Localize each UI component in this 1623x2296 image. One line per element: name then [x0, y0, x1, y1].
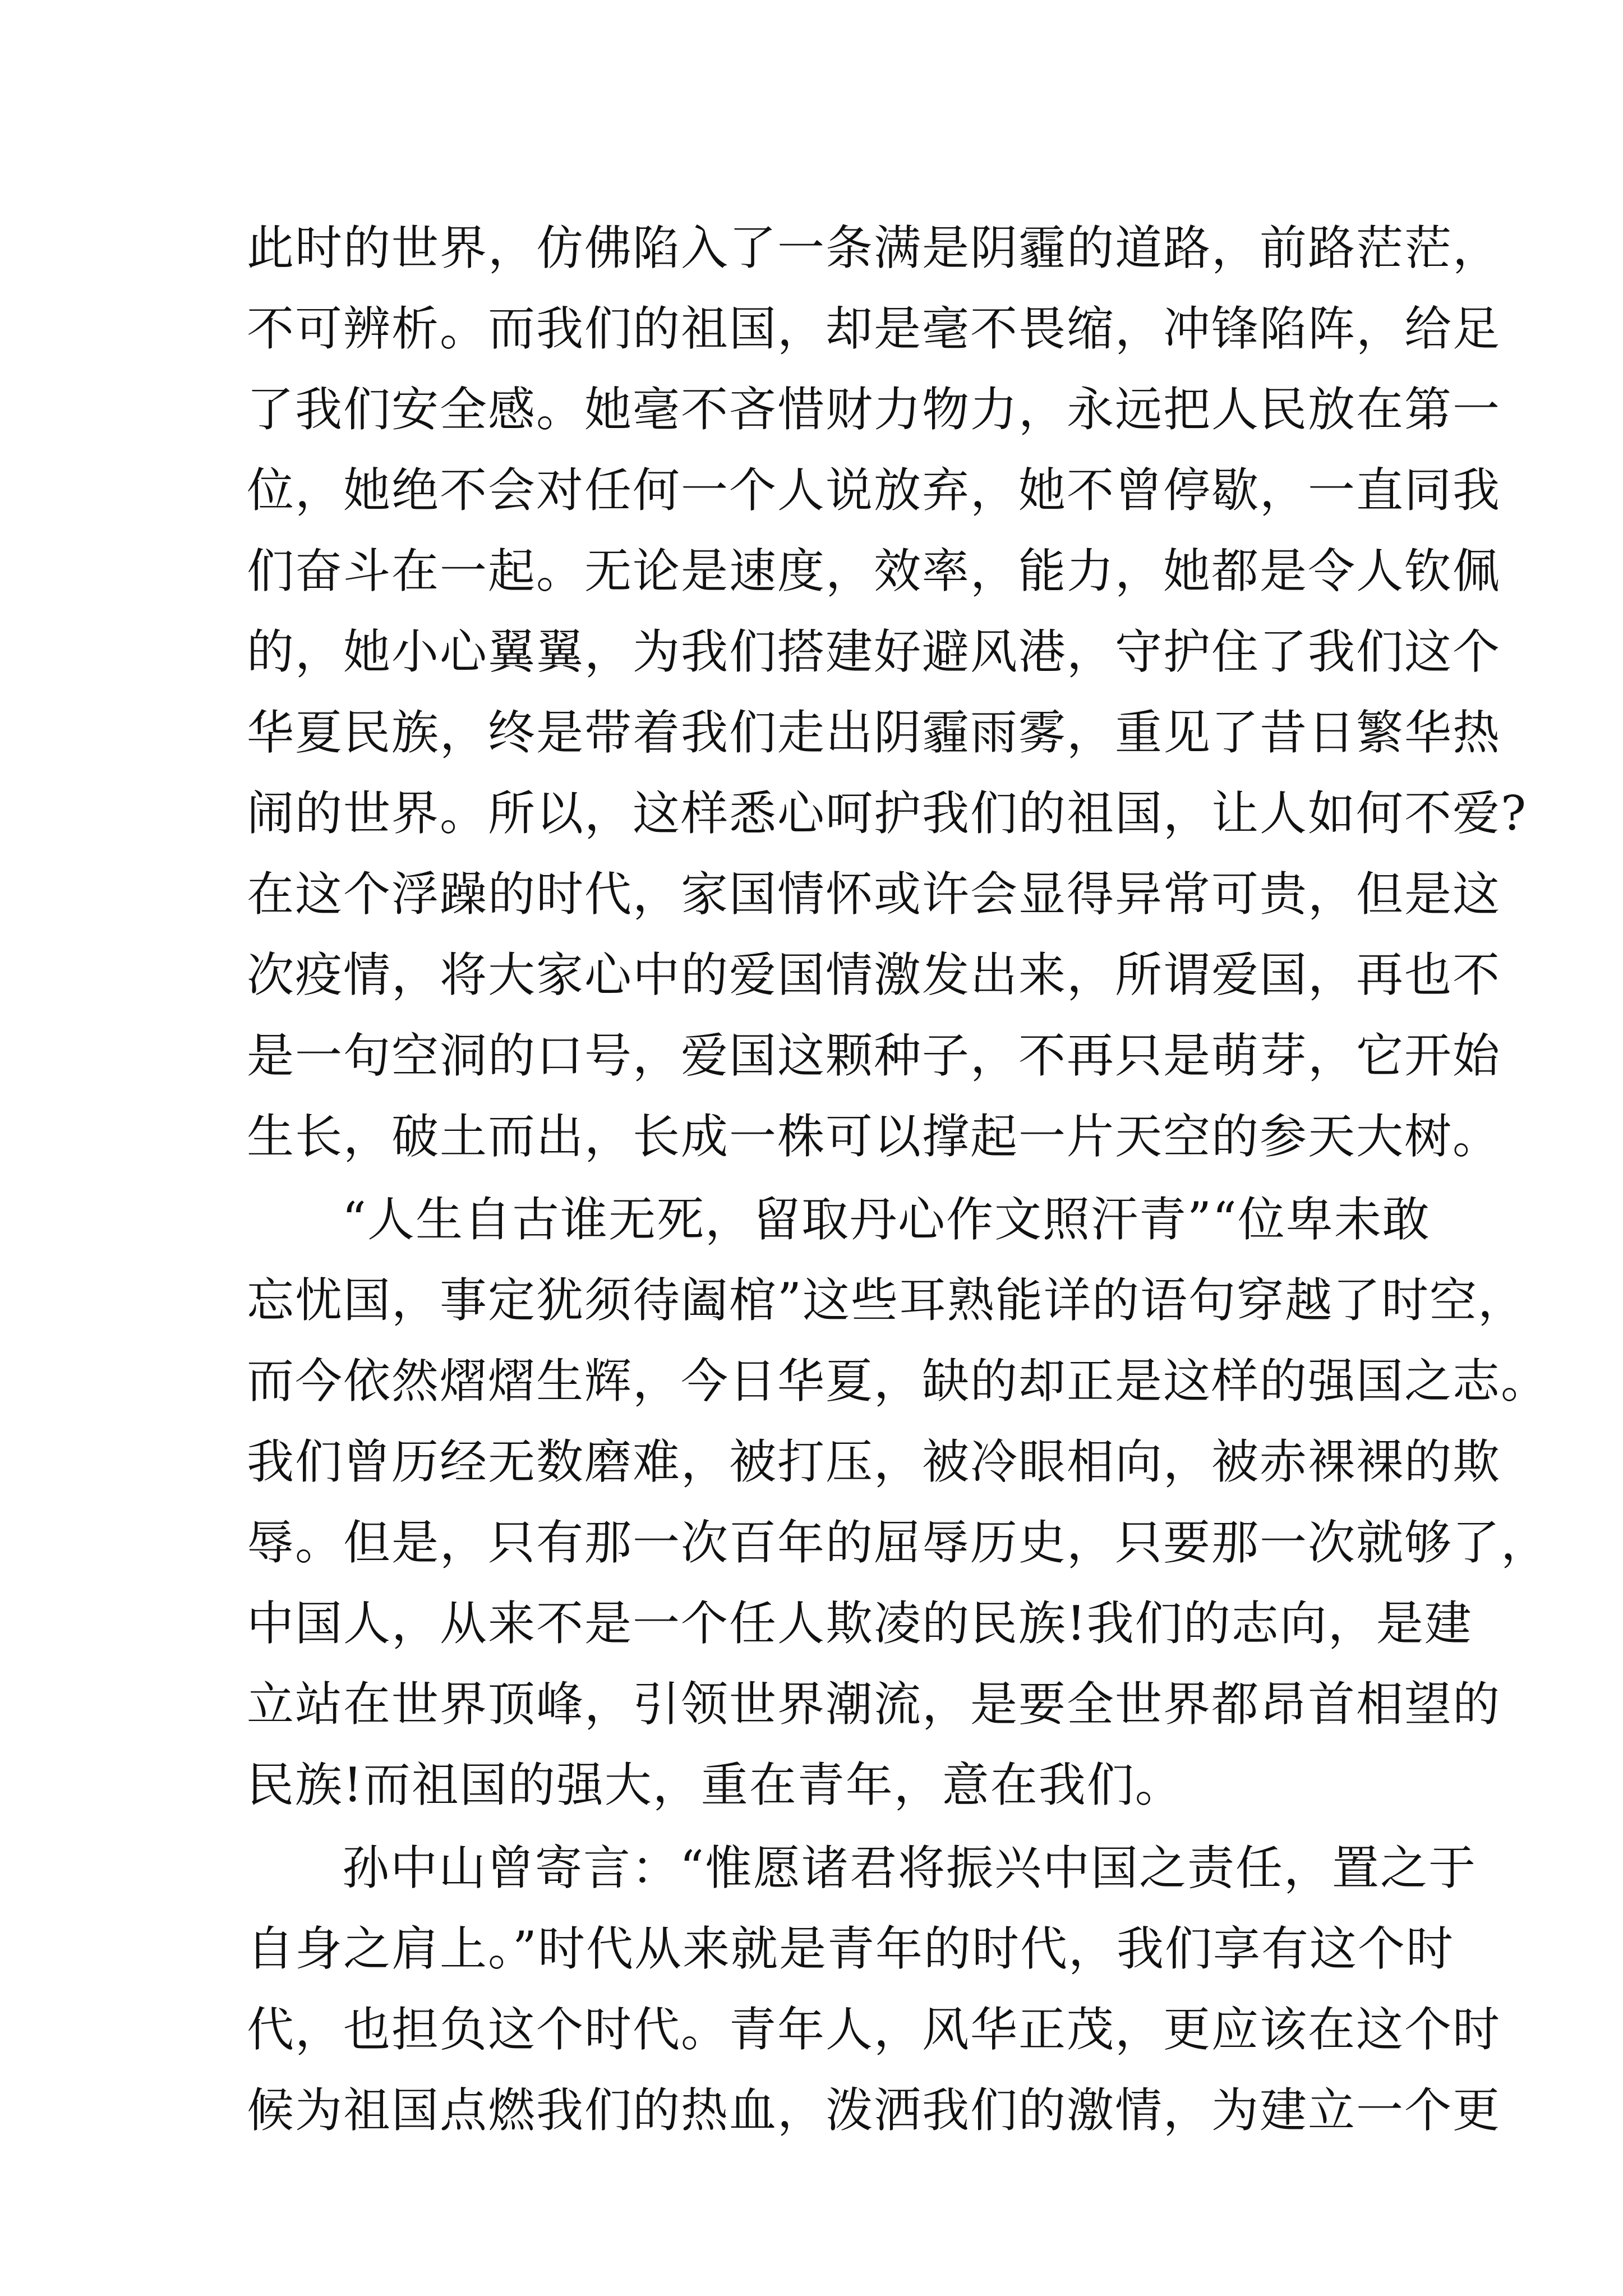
text-line: 孙中山曾寄言：“惟愿诸君将振兴中国之责任，置之于 [342, 1841, 1477, 1895]
text-line: 位，她绝不会对任何一个人说放弃，她不曾停歇，一直同我 [247, 463, 1501, 518]
text-line: 忘忧国，事定犹须待阖棺”这些耳熟能详的语句穿越了时空， [247, 1273, 1526, 1328]
text-line: 此时的世界，仿佛陷入了一条满是阴霾的道路，前路茫茫， [247, 220, 1501, 275]
paragraph-3 [247, 1828, 1501, 2151]
text-line: 闹的世界。所以，这样悉心呵护我们的祖国，让人如何不爱? [247, 786, 1528, 841]
text-line: 我们曾历经无数磨难，被打压，被冷眼相向，被赤裸裸的欺 [247, 1434, 1501, 1489]
text-line: “人生自古谁无死，留取丹心作文照汗青”“位卑未敢 [342, 1192, 1431, 1247]
text-line: 代，也担负这个时代。青年人，风华正茂，更应该在这个时 [247, 2002, 1501, 2057]
text-line: 在这个浮躁的时代，家国情怀或许会显得异常可贵，但是这 [247, 867, 1501, 922]
text-line: 是一句空洞的口号，爱国这颗种子，不再只是萌芽，它开始 [247, 1028, 1501, 1083]
paragraph-2 [247, 1179, 1550, 1825]
text-line: 次疫情，将大家心中的爱国情激发出来，所谓爱国，再也不 [247, 947, 1501, 1002]
text-line: 辱。但是，只有那一次百年的屈辱历史，只要那一次就够了， [247, 1515, 1550, 1570]
text-line: 华夏民族，终是带着我们走出阴霾雨雾，重见了昔日繁华热 [247, 705, 1501, 760]
paragraph-1 [247, 208, 1528, 1177]
text-line: 了我们安全感。她毫不吝惜财力物力，永远把人民放在第一 [247, 382, 1501, 437]
text-line: 的，她小心翼翼，为我们搭建好避风港，守护住了我们这个 [247, 624, 1501, 679]
text-line: 们奋斗在一起。无论是速度，效率，能力，她都是令人钦佩 [247, 544, 1501, 599]
text-line: 候为祖国点燃我们的热血，泼洒我们的激情，为建立一个更 [247, 2083, 1501, 2138]
text-line: 而今依然熠熠生辉，今日华夏，缺的却正是这样的强国之志。 [247, 1354, 1550, 1409]
text-line: 民族!而祖国的强大，重在青年，意在我们。 [247, 1757, 1183, 1812]
text-line: 中国人，从来不是一个任人欺凌的民族!我们的志向，是建 [247, 1596, 1473, 1651]
text-line: 不可辨析。而我们的祖国，却是毫不畏缩，冲锋陷阵，给足 [247, 301, 1501, 356]
document-body [247, 208, 1550, 2151]
text-line: 自身之肩上。”时代从来就是青年的时代，我们享有这个时 [247, 1921, 1454, 1976]
text-line: 立站在世界顶峰，引领世界潮流，是要全世界都昂首相望的 [247, 1677, 1501, 1732]
text-line: 生长，破土而出，长成一株可以撑起一片天空的参天大树。 [247, 1109, 1501, 1164]
